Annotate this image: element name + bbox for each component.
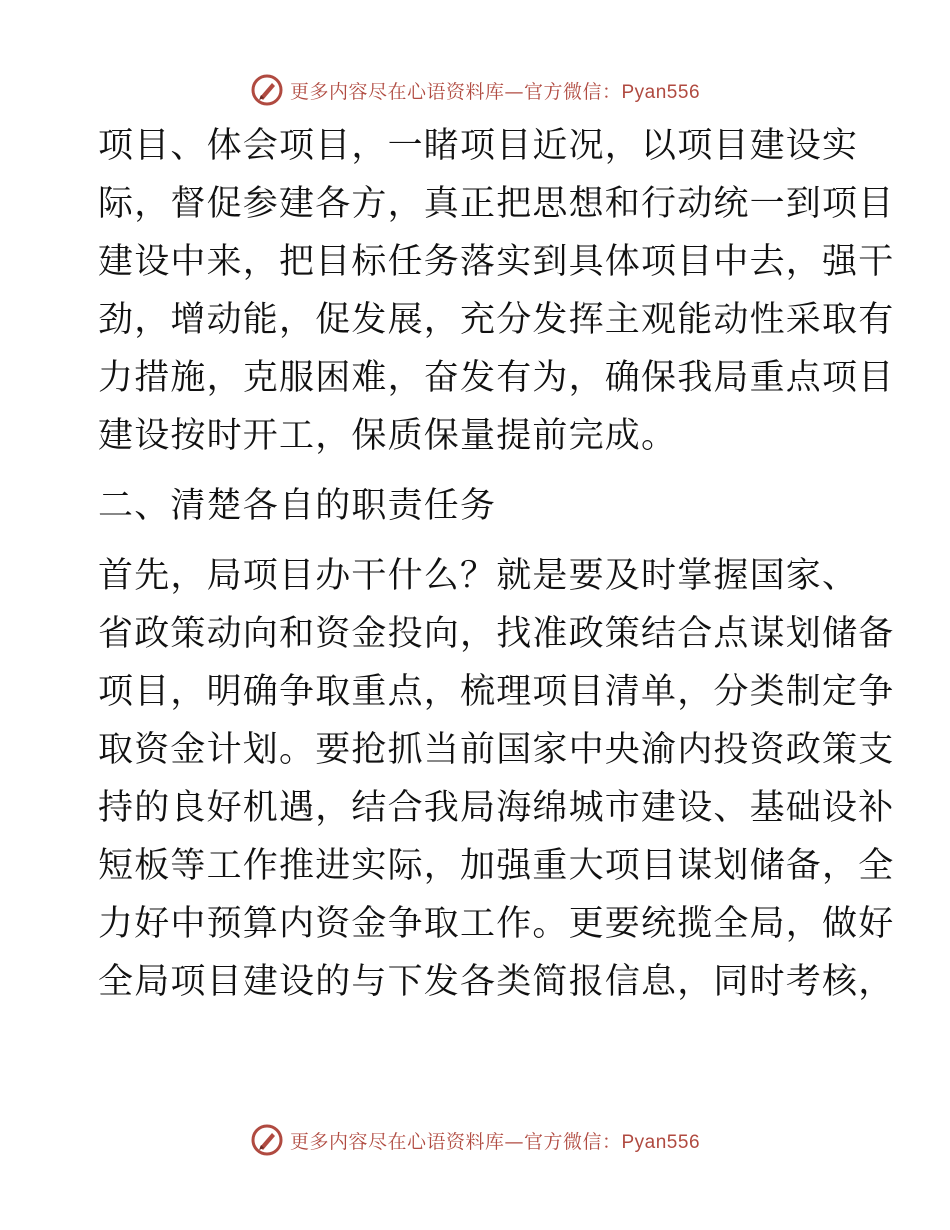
wechat-id: Pyan556 <box>621 81 701 103</box>
pen-logo-icon <box>250 73 284 107</box>
paragraph-line: 持的良好机遇，结合我局海绵城市建设、基础设补 <box>98 788 895 828</box>
header-banner-text: 更多内容尽在心语资料库—官方微信：Pyan556 <box>289 80 701 103</box>
paragraph-line: 首先，局项目办干什么？就是要及时掌握国家、 <box>98 556 859 596</box>
document-body <box>98 117 895 1011</box>
paragraph-line: 全局项目建设的与下发各类简报信息，同时考核， <box>98 962 895 1002</box>
paragraph-line: 际，督促参建各方，真正把思想和行动统一到项目 <box>98 184 895 224</box>
paragraph-line: 项目，明确争取重点，梳理项目清单，分类制定争 <box>98 672 895 712</box>
paragraph-line: 项目、体会项目，一睹项目近况，以项目建设实 <box>98 126 859 166</box>
paragraph-line: 短板等工作推进实际，加强重大项目谋划储备，全 <box>98 846 895 886</box>
paragraph-line: 建设中来，把目标任务落实到具体项目中去，强干 <box>98 242 895 282</box>
section-heading: 二、清楚各自的职责任务 <box>98 486 497 526</box>
pen-logo-icon <box>250 1123 284 1157</box>
header-banner <box>0 70 950 110</box>
paragraph-line: 省政策动向和资金投向，找准政策结合点谋划储备 <box>98 614 895 654</box>
paragraph-line: 力好中预算内资金争取工作。更要统揽全局，做好 <box>98 904 895 944</box>
paragraph-line: 取资金计划。要抢抓当前国家中央渝内投资政策支 <box>98 730 895 770</box>
wechat-id: Pyan556 <box>621 1131 701 1153</box>
paragraph-line: 力措施，克服困难，奋发有为，确保我局重点项目 <box>98 358 895 398</box>
paragraph-line: 劲，增动能，促发展，充分发挥主观能动性采取有 <box>98 300 895 340</box>
footer-banner-text: 更多内容尽在心语资料库—官方微信：Pyan556 <box>289 1130 701 1153</box>
paragraph-line: 建设按时开工，保质保量提前完成。 <box>98 416 678 456</box>
footer-banner <box>0 1120 950 1160</box>
